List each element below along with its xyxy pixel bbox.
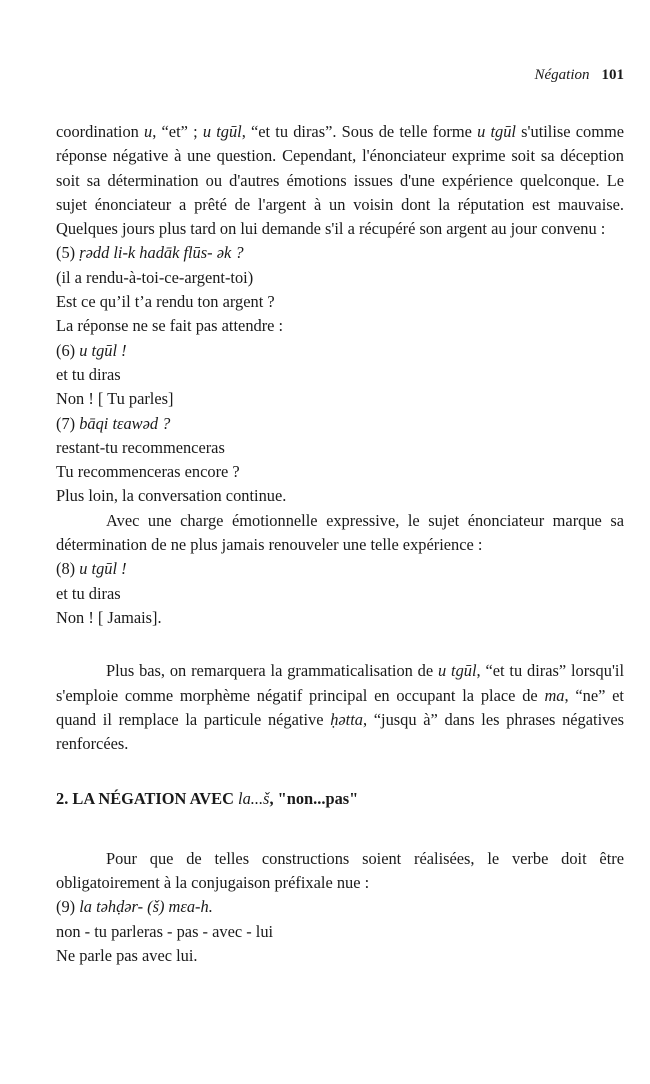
term-u-tgul: u tgūl [477,122,516,141]
example-5: (5) ṛədd li-k hadāk flūs- ək ? [56,243,244,263]
body-text [56,120,624,968]
term-u: u [144,122,153,141]
example-7-translation: Tu recommenceras encore ? [56,462,240,482]
paragraph-intro: coordination u, “et” ; u tgūl, “et tu diras”. Sous de telle forme u tgūl s'utilise comme réponse négative à une question. Cependant, l'énonciateur exprime soit sa déception soit sa détermination ou d'autres émotions issues d'une expérience quelconque. Le sujet énonciateur a prêté de l'argent à un voisin dont la réputation est mauvaise. Quelques jours plus tard on lui demande s'il a récupéré son argent au jour convenu : [56,122,624,239]
example-8-gloss: et tu diras [56,583,121,603]
example-5-gloss: (il a rendu-à-toi-ce-argent-toi) [56,267,254,287]
example-9-gloss: non - tu parleras - pas - avec - lui [56,921,274,941]
example-8-translation: Non ! [ Jamais]. [56,607,162,627]
example-8: (8) u tgūl ! [56,559,127,579]
section-title: Négation [534,67,590,83]
example-9-translation: Ne parle pas avec lui. [56,945,198,965]
reponse-line: La réponse ne se fait pas attendre : [56,316,284,336]
paragraph-charge: Avec une charge émotionnelle expressive, le sujet énonciateur marque sa détermination de ne plus jamais renouveler une telle expérience : [56,510,624,555]
example-6: (6) u tgūl ! [56,340,127,360]
paragraph-grammaticalisation: Plus bas, on remarquera la grammaticalisation de u tgūl, “et tu diras” lorsqu'il s'emploie comme morphème négatif principal en occupant la place de ma, “ne” et quand il remplace la particule négative ḥətta, “jusqu à” dans les phrases négatives renforcées. [56,661,625,754]
example-5-translation: Est ce qu’il t’a rendu ton argent ? [56,292,275,312]
example-6-gloss: et tu diras [56,364,121,384]
example-7-gloss: restant-tu recommenceras [56,437,225,457]
example-7: (7) bāqi tεawəd ? [56,413,171,433]
page-number: 101 [601,67,624,83]
example-6-translation: Non ! [ Tu parles] [56,389,174,409]
term-u-tgul: u tgūl [202,122,242,141]
example-9: (9) la təhḍər- (š) mεa-h. [56,897,213,917]
paragraph-constructions: Pour que de telles constructions soient réalisées, le verbe doit être obligatoirement à la conjugaison préfixale nue : [56,848,624,893]
plus-loin-line: Plus loin, la conversation continue. [56,486,287,506]
section-heading: 2. LA NÉGATION AVEC la...š, "non...pas" [56,789,359,809]
running-header [535,67,625,84]
